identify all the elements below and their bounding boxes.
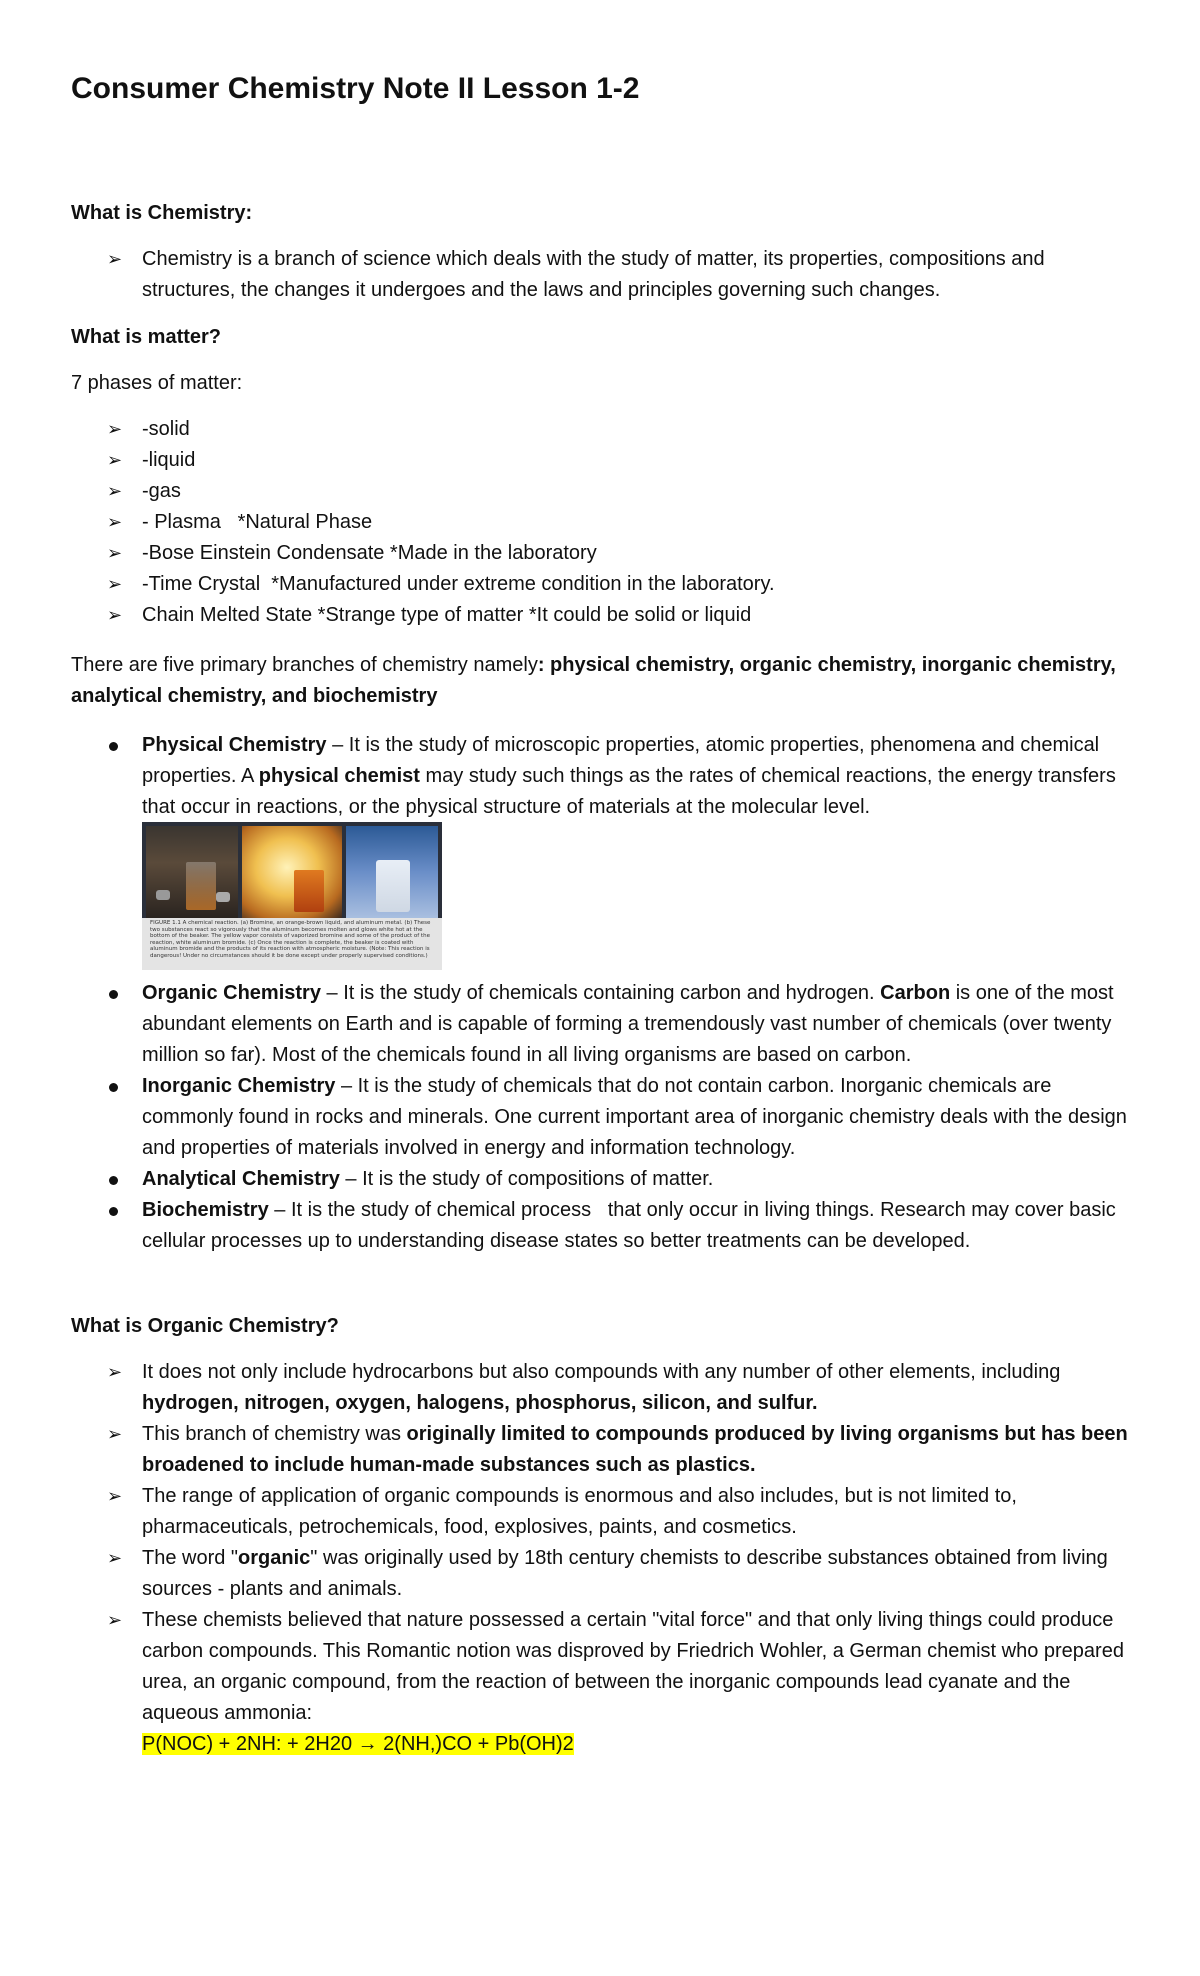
term-inline: Carbon [880,982,951,1004]
branches-intro [71,650,1141,712]
list-item [71,244,1141,306]
arrow-bullet-icon: ➢ [107,605,123,625]
list-item-text: -solid [142,418,190,440]
branch-physical [71,730,1141,823]
arrow-bullet-icon: ➢ [107,481,123,501]
bullet-dot-icon [109,990,118,999]
section-what-is-matter [71,322,1141,631]
subheading: 7 phases of matter: [71,372,243,394]
list-item [71,1357,1141,1419]
section-heading: What is matter? [71,326,222,348]
list-item [71,1543,1141,1605]
list-item [71,414,1141,445]
list-item-text: It does not only include hydrocarbons but also compounds with any number of other elements, including [142,1361,1061,1383]
arrow-bullet-icon: ➢ [107,1424,123,1444]
list-item-text: -Bose Einstein Condensate *Made in the laboratory [142,542,597,564]
arrow-bullet-icon: ➢ [107,574,123,594]
section-heading: What is Chemistry: [71,202,253,224]
text: – It is the study of chemical process that only occur in living things. Research may cover basic cellular processes up to understanding disease states so better treatments can be developed. [142,1199,1116,1252]
arrow-bullet-icon: ➢ [107,1486,123,1506]
term: Inorganic Chemistry [142,1075,336,1097]
text: – It is the study of compositions of matter. [339,1168,714,1190]
list-item-text: The range of application of organic compounds is enormous and also includes, but is not limited to, pharmaceuticals, petrochemicals, food, explosives, paints, and cosmetics. [142,1485,1017,1538]
bullet-list [71,978,1141,1257]
section-what-is-chemistry [71,198,1141,306]
list-item [71,538,1141,569]
figure-panel-a [146,826,238,918]
metal-sample-icon [216,892,230,902]
arrow-bullet-icon: ➢ [107,512,123,532]
term: Physical Chemistry [142,734,327,756]
list-item-text: - Plasma *Natural Phase [142,511,373,533]
intro-text: There are five primary branches of chemistry namely [71,654,538,676]
list-item [71,1419,1141,1481]
bullet-dot-icon [109,1083,118,1092]
list-item [71,1605,1141,1760]
arrow-bullet-icon: ➢ [107,1610,123,1630]
list-item-text: -Time Crystal *Manufactured under extreme condition in the laboratory. [142,573,775,595]
list-item [71,730,1141,823]
text: may study such things as the rates of chemical reactions, the energy transfers that occur in reactions, or the physical structure of materials at the molecular level. [142,765,1116,818]
glowing-beaker-icon [294,870,324,912]
list-item [71,476,1141,507]
list-item-text: -liquid [142,449,196,471]
term: Biochemistry [142,1199,269,1221]
intro-bold-text: : physical chemistry, organic chemistry, inorganic chemistry, analytical chemistry, and biochemistry [71,654,1116,707]
reaction-figure-image [142,822,442,970]
arrow-bullet-icon: ➢ [107,1548,123,1568]
list-item [71,1481,1141,1543]
bullet-dot-icon [109,1176,118,1185]
list-item-text: This branch of chemistry was [142,1423,407,1445]
figure-caption: FIGURE 1.1 A chemical reaction. (a) Bromine, an orange-brown liquid, and aluminum metal. (b) These two substances react so vigorously that the aluminum becomes molten and glows white hot at the bottom of the beaker. The yellow vapor consists of vaporized bromine and some of the product of the reaction, white aluminum bromide. (c) Once the reaction is complete, the beaker is coated with aluminum bromide and the products of its reaction with atmospheric moisture. (Note: This reaction is dangerous! Under no circumstances should it be done except under properly supervised conditions.) [150,920,431,959]
text: – It is the study of microscopic properties, atomic properties, phenomena and chemical properties. A [142,734,1100,787]
list-item-inorganic [71,1071,1141,1164]
phases-list [71,414,1141,631]
term: Organic Chemistry [142,982,321,1004]
coated-beaker-icon [376,860,410,912]
list-item-text: Chemistry is a branch of science which deals with the study of matter, its properties, compositions and structures, the changes it undergoes and the laws and principles governing such changes. [142,248,1045,301]
list-item [71,600,1141,631]
arrow-bullet-icon: ➢ [107,419,123,439]
list-item-text: Chain Melted State *Strange type of matter *It could be solid or liquid [142,604,752,626]
arrow-bullet-icon: ➢ [107,249,123,269]
section-heading: What is Organic Chemistry? [71,1315,339,1337]
list-item [71,445,1141,476]
list-item-organic [71,978,1141,1071]
list-item [71,569,1141,600]
text: is one of the most abundant elements on Earth and is capable of forming a tremendously vast number of chemicals (over twenty million so far). Most of the chemicals found in all living organisms are based on carbon. [142,982,1114,1066]
bullet-dot-icon [109,1207,118,1216]
list-item-bold-text: hydrogen, nitrogen, oxygen, halogens, phosphorus, silicon, and sulfur. [142,1392,818,1414]
term: Analytical Chemistry [142,1168,340,1190]
list-item-text: The word " [142,1547,239,1569]
list-item-text: -gas [142,480,181,502]
list-item-text: " was originally used by 18th century chemists to describe substances obtained from living sources - plants and animals. [142,1547,1108,1600]
document-title: Consumer Chemistry Note II Lesson 1-2 [71,72,640,105]
list-item-bold-text: originally limited to compounds produced by living organisms but has been broadened to include human-made substances such as plastics. [142,1423,1128,1476]
list-item [71,507,1141,538]
figure-panel-c [346,826,438,918]
arrow-list [71,244,1141,306]
branches-list [71,978,1141,1257]
highlighted-equation: P(NOC) + 2NH: + 2H20 → 2(NH,)CO + Pb(OH)2 [142,1733,574,1755]
metal-sample-icon [156,890,170,900]
list-item-biochemistry [71,1195,1141,1257]
term-inline: physical chemist [258,765,420,787]
arrow-bullet-icon: ➢ [107,543,123,563]
text: – It is the study of chemicals that do not contain carbon. Inorganic chemicals are commonly found in rocks and minerals. One current important area of inorganic chemistry deals with the design and properties of materials involved in energy and information technology. [142,1075,1127,1159]
beaker-icon [186,862,216,910]
bullet-list [71,730,1141,823]
section-what-is-organic-chemistry [71,1311,1141,1760]
arrow-bullet-icon: ➢ [107,1362,123,1382]
text: – It is the study of chemicals containing carbon and hydrogen. [320,982,881,1004]
bullet-dot-icon [109,742,118,751]
arrow-bullet-icon: ➢ [107,450,123,470]
list-item-bold-text: organic [238,1547,311,1569]
figure-panel-b [242,826,342,918]
arrow-list [71,1357,1141,1760]
list-item-text: These chemists believed that nature possessed a certain "vital force" and that only living things could produce carbon compounds. This Romantic notion was disproved by Friedrich Wohler, a German chemist who prepared urea, an organic compound, from the reaction of between the inorganic compounds lead cyanate and the aqueous ammonia: [142,1609,1124,1724]
figure-caption-box [142,918,442,970]
list-item-analytical [71,1164,1141,1195]
